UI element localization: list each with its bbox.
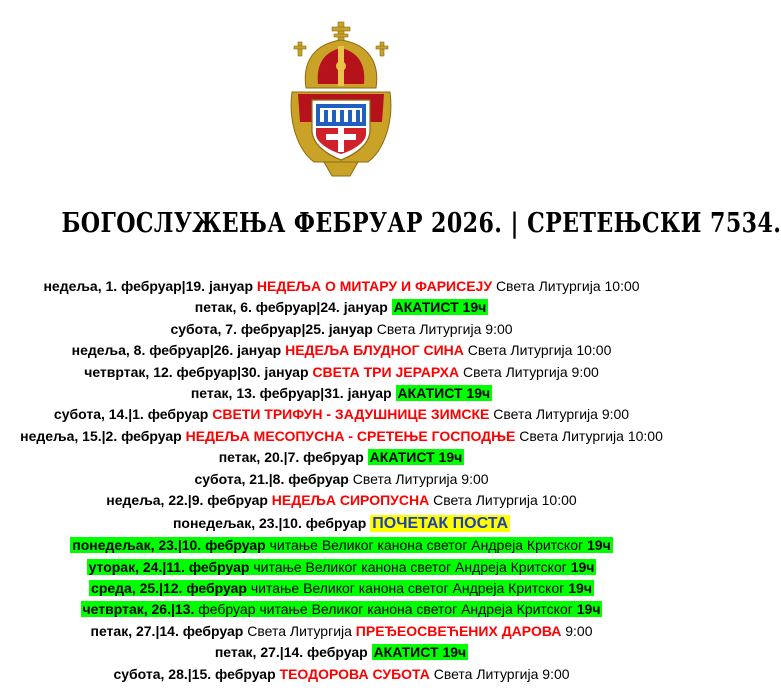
item-feast: СВЕТА ТРИ ЈЕРАРХА [312,363,460,380]
item-service: 9:00 [565,622,593,639]
item-service: Света Литургија 9:00 [493,406,630,423]
schedule-item [0,404,683,425]
item-akatist: АКАТИСТ 19ч [393,299,487,316]
schedule-item [0,426,683,447]
item-date: недеља, 15.|2. фебруар [20,427,182,444]
schedule-item [0,621,683,642]
item-time: 19ч [568,580,592,597]
item-service: Света Литургија 9:00 [433,665,570,682]
item-date: петак, 6. фебруар|24. јануар [194,299,388,316]
schedule-item [0,319,683,340]
schedule-item [0,535,683,556]
item-date: понедељак, 23.|10. фебруар [72,537,266,554]
item-date: петак, 27.|14. фебруар [214,644,368,661]
schedule-item [0,642,683,663]
item-feast: СВЕТИ ТРИФУН - ЗАДУШНИЦЕ ЗИМСКЕ [212,406,490,423]
item-date: понедељак, 23.|10. фебруар [172,515,367,532]
schedule-item [0,362,683,383]
item-akatist: АКАТИСТ 19ч [369,449,463,466]
item-date: недеља, 1. фебруар|19. јануар [43,278,254,294]
item-akatist: АКАТИСТ 19ч [373,644,467,661]
item-date: недеља, 22.|9. фебруар [106,491,268,508]
item-service: Света Литургија 9:00 [462,363,599,380]
item-service: Света Литургија 10:00 [433,491,577,508]
schedule-list [0,276,683,685]
item-feast: НЕДЕЉА СИРОПУСНА [271,491,430,508]
schedule-item [0,276,683,297]
item-service-prefix: Света Литургија [247,622,352,639]
schedule-item [0,447,683,468]
item-date: субота, 21.|8. фебруар [194,470,349,487]
item-service: Света Литургија 10:00 [495,278,640,294]
item-time: 19ч [587,537,611,554]
schedule-item [0,297,683,318]
item-service: читање Великог канона светог Андреја Критског [250,580,565,597]
item-feast: НЕДЕЉА МЕСОПУСНА - СРЕТЕЊЕ ГОСПОДЊЕ [185,427,516,444]
schedule-item [0,511,683,535]
item-service: Света Литургија 9:00 [352,470,489,487]
schedule-item [0,469,683,490]
item-service: Света Литургија 10:00 [467,342,612,359]
item-date: субота, 28.|15. фебруар [113,665,276,682]
item-time: 19ч [576,601,601,618]
item-feast: ПРЕЂЕОСВЕЋЕНИХ ДАРОВА [355,622,562,639]
item-lent-start: ПОЧЕТАК ПОСТА [372,515,509,533]
item-time: 19ч [570,558,595,575]
item-akatist: АКАТИСТ 19ч [397,384,491,401]
item-date: петак, 27.|14. фебруар [90,622,244,639]
schedule-item [0,578,683,599]
schedule-item [0,383,683,404]
schedule-item [0,664,683,685]
item-date: петак, 13. фебруар|31. јануар [190,384,392,401]
item-service: Света Литургија 10:00 [519,427,663,444]
item-date: субота, 14.|1. фебруар [53,406,209,423]
item-service: фебруар читање Великог канона светог Андреја Критског [198,601,573,618]
item-date: среда, 25.|12. фебруар [91,580,247,597]
item-feast: НЕДЕЉА БЛУДНОГ СИНА [285,342,464,359]
schedule-item [0,340,683,361]
item-date: уторак, 24.|11. фебруар [88,558,250,575]
item-service: Света Литургија 9:00 [376,320,513,337]
schedule-item [0,599,683,620]
item-date: четвртак, 12. фебруар|30. јануар [84,363,309,380]
item-date: четвртак, 26.|13. [82,601,195,618]
schedule-item [0,490,683,511]
item-feast: ТЕОДОРОВА СУБОТА [279,665,430,682]
item-date: петак, 20.|7. фебруар [218,449,364,466]
item-date: недеља, 8. фебруар|26. јануар [71,342,282,359]
schedule-item [0,557,683,578]
item-date: субота, 7. фебруар|25. јануар [170,320,373,337]
item-service: читање Великог канона светог Андреја Критског [269,537,584,554]
item-feast: НЕДЕЉА О МИТАРУ И ФАРИСЕЈУ [256,278,493,294]
patriarchate-crest-icon [284,22,398,178]
page-title: БОГОСЛУЖЕЊА ФЕБРУАР 2026. | СРЕТЕЊСКИ 7534. [61,208,781,239]
item-service: читање Великог канона светог Андреја Критског [253,558,567,575]
